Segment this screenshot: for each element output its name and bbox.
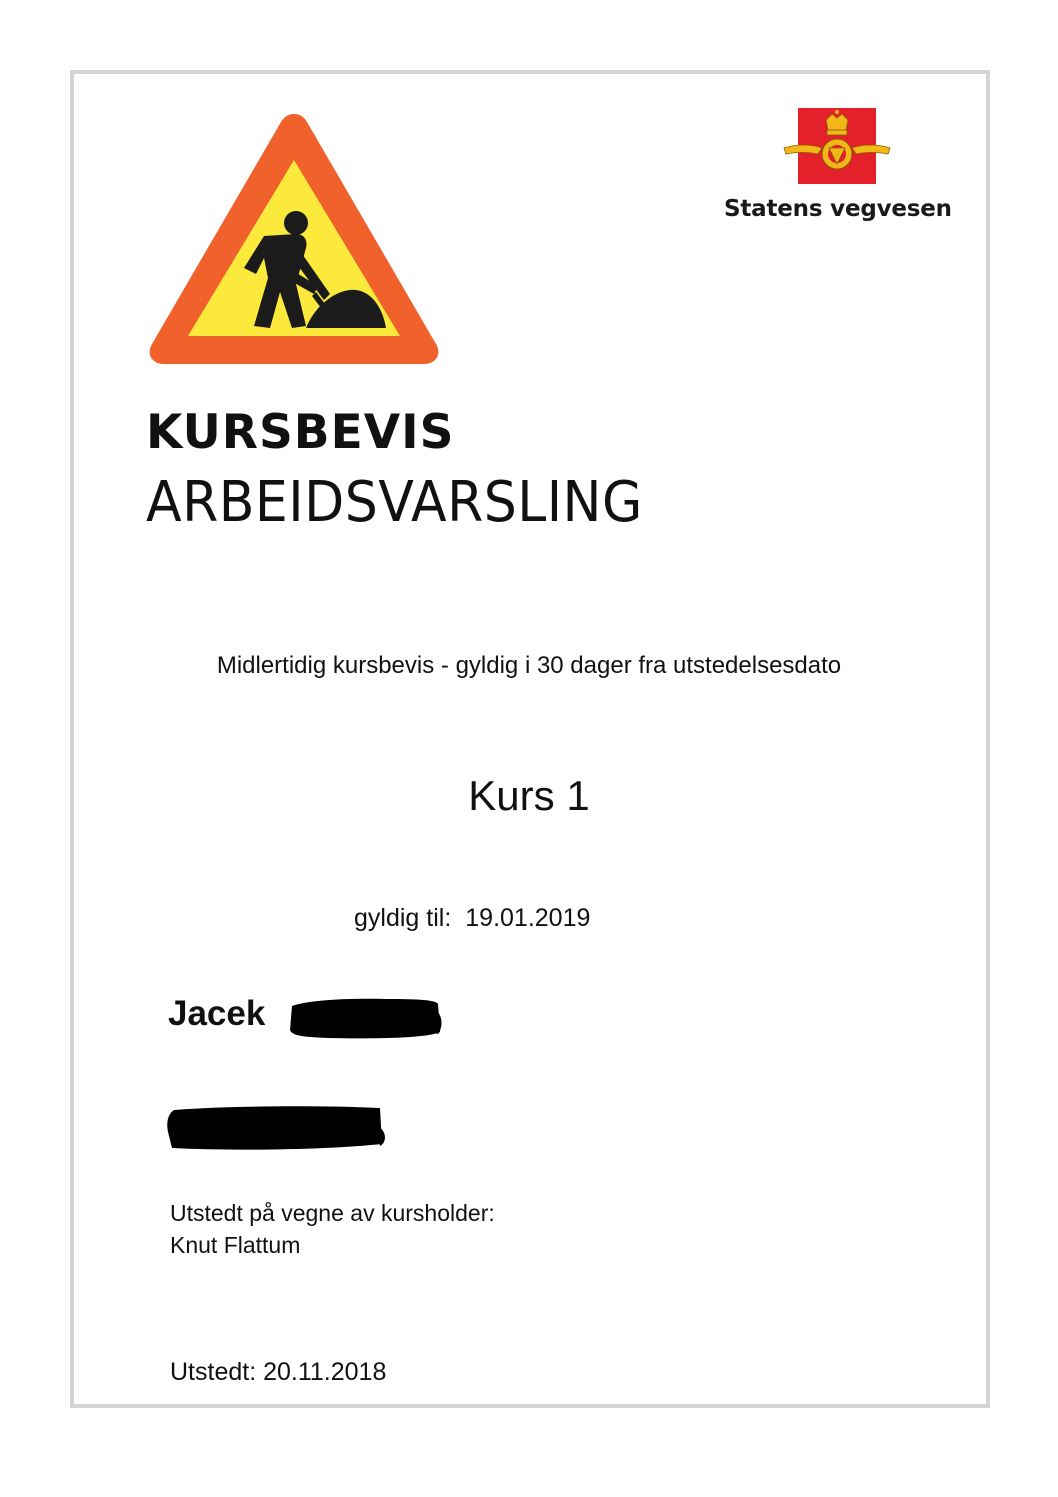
road-work-warning-sign-icon [146, 108, 442, 368]
document-title: KURSBEVIS [146, 405, 455, 460]
validity-notice: Midlertidig kursbevis - gyldig i 30 dager fra utstedelsesdato [216, 652, 842, 679]
logo-text: Statens vegvesen [724, 196, 952, 222]
redaction-mark [164, 1104, 388, 1152]
issued-by-name: Knut Flattum [170, 1232, 301, 1258]
valid-until-label: gyldig til: [354, 904, 452, 932]
issued-by-label: Utstedt på vegne av kursholder: [170, 1200, 495, 1226]
holder-name: Jacek [168, 994, 266, 1033]
valid-until-row [354, 904, 590, 933]
issued-date: Utstedt: 20.11.2018 [170, 1358, 387, 1386]
course-name: Kurs 1 [468, 772, 590, 819]
valid-until-value: 19.01.2019 [465, 904, 591, 932]
statens-vegvesen-emblem-icon [782, 108, 892, 184]
redaction-mark [288, 996, 444, 1040]
document-subtitle: ARBEIDSVARSLING [146, 470, 643, 535]
